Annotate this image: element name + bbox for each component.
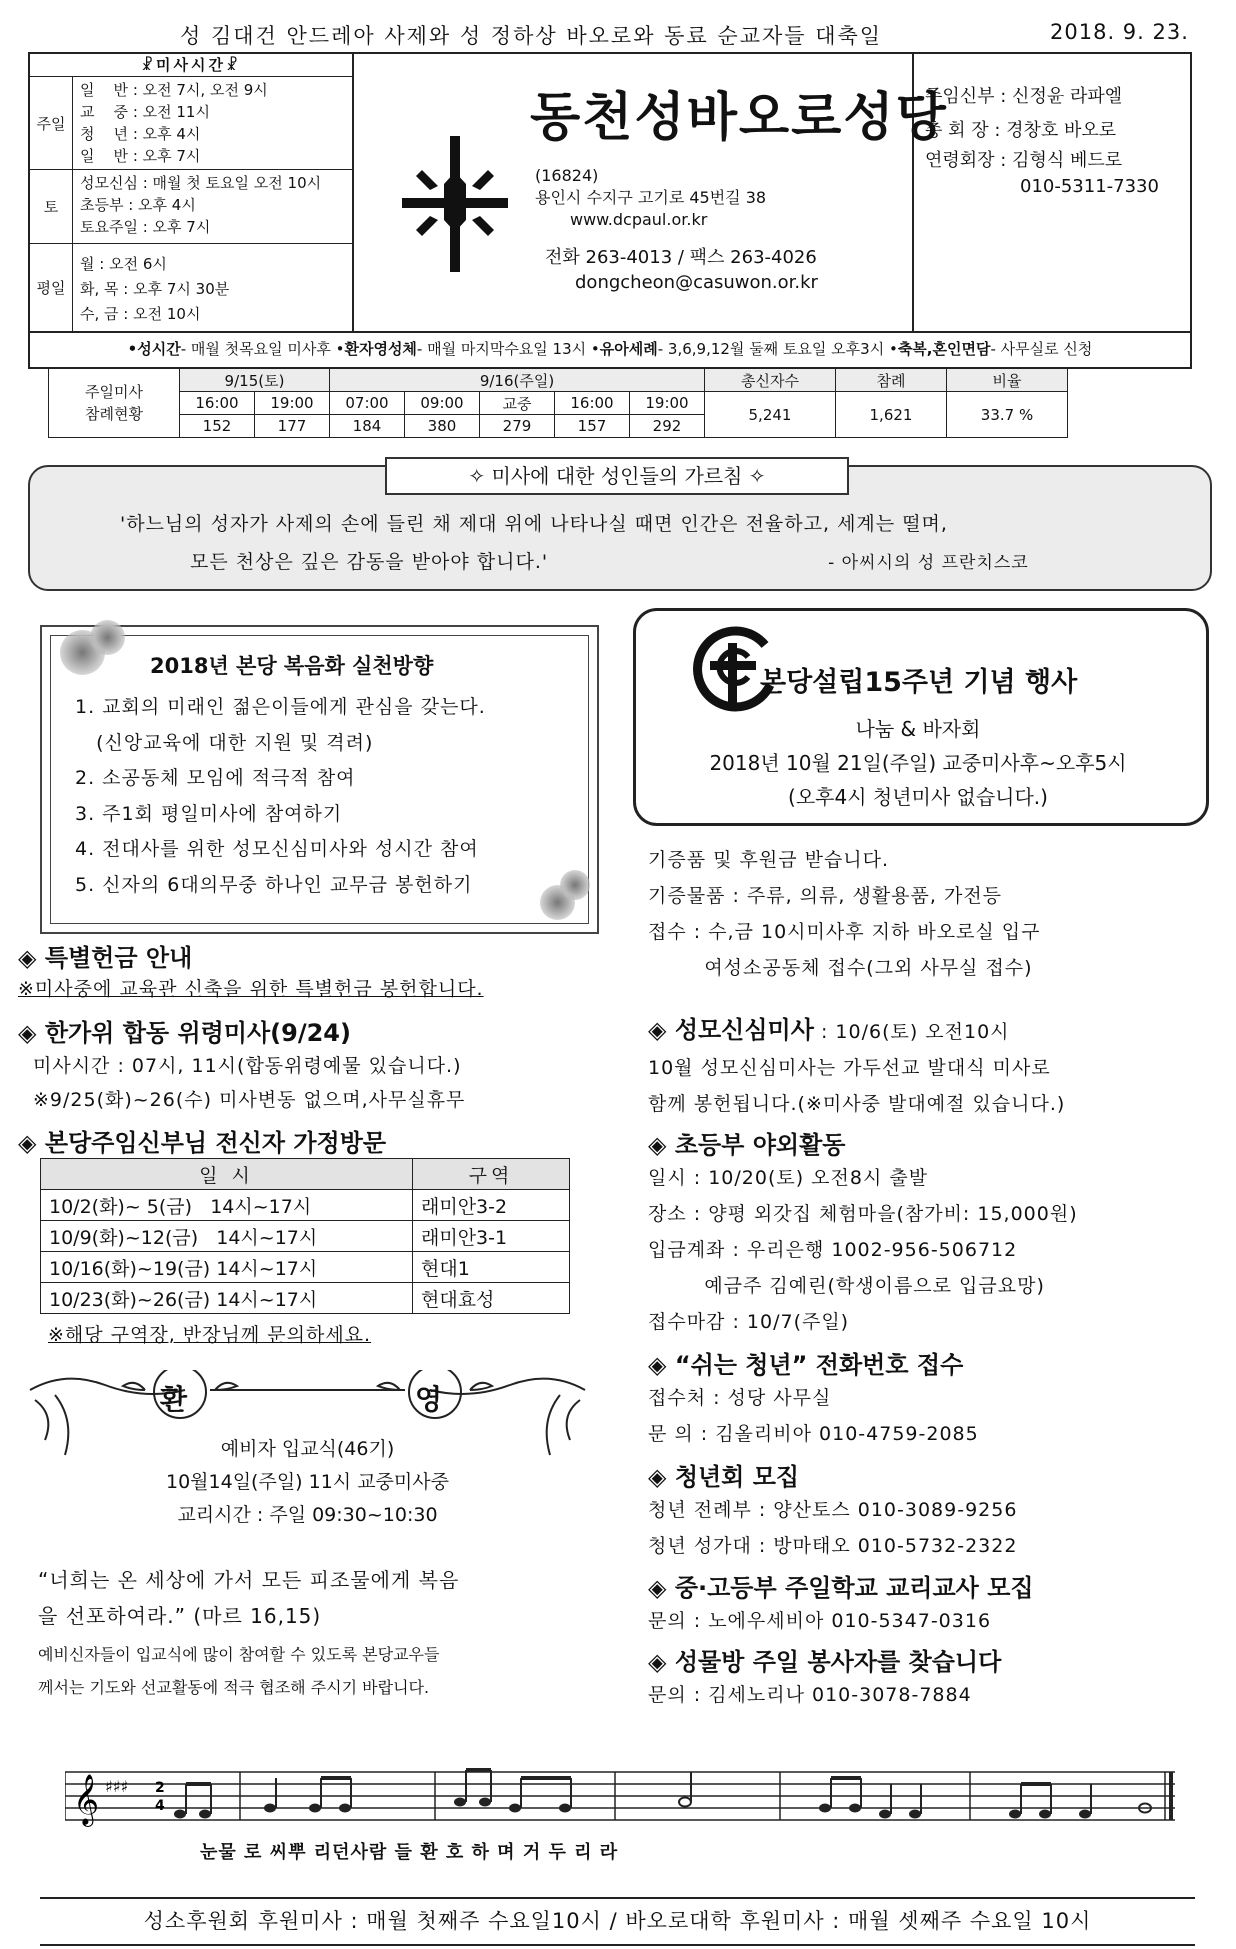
welcome-char-2: 영 — [415, 1383, 443, 1416]
special-offering-text: ※미사중에 교육관 신축을 위한 특별헌금 봉헌합니다. — [18, 978, 484, 1000]
footer-text: 성소후원회 후원미사 : 매월 첫째주 수요일10시 / 바오로대학 후원미사 : 매월 셋째주 수요일 10시 — [40, 1897, 1195, 1946]
marian-line-2: 함께 봉헌됩니다.(※미사중 발대예절 있습니다.) — [648, 1093, 1066, 1115]
table-row — [41, 1252, 570, 1283]
chuseok-title: ◈ 한가위 합동 위령미사(9/24) — [18, 1019, 351, 1047]
mass-times-title: ☧미사시간☧ — [30, 54, 352, 77]
catechumen-title: 예비자 입교식(46기) — [220, 1438, 395, 1460]
teaching-title: ✧ 미사에 대한 성인들의 가르침 ✧ — [385, 457, 849, 495]
day2-header: 9/16(주일) — [330, 369, 705, 392]
row-evlist-2: 2. 소공동체 모임에 적극적 참여 — [75, 767, 356, 789]
row-sunrows-0: 일 반 : 오전 7시, 오전 9시 — [80, 81, 268, 99]
weekday-label: 평일 — [30, 244, 73, 331]
association-president: 연령회장 : 김형식 베드로 — [925, 150, 1123, 171]
info-holy-hour: •성시간 — [127, 339, 181, 358]
teen-teacher-recruit — [648, 1568, 1034, 1639]
shop-title: ◈ 성물방 주일 봉사자를 찾습니다 — [648, 1648, 1002, 1676]
row-evlist-4: 4. 전대사를 위한 성모신심미사와 성시간 참여 — [75, 838, 479, 860]
row-kidslist-2: 입금계좌 : 우리은행 1002-956-506712 — [648, 1239, 1018, 1261]
attendance-count: 380 — [405, 415, 480, 438]
info-infant-baptism-text: - 3,6,9,12월 둘째 토요일 오후3시 • — [657, 339, 898, 358]
row-satrows-0: 성모신심 : 매월 첫 토요일 오전 10시 — [80, 174, 322, 192]
visit-area: 현대1 — [413, 1252, 570, 1283]
church-contact — [545, 245, 818, 295]
chuseok-mass — [18, 1013, 465, 1116]
church-name: 동천성바오로성당 — [530, 88, 948, 148]
music-staff — [65, 1762, 1175, 1832]
row-sunrows-2: 청 년 : 오후 4시 — [80, 125, 201, 143]
row-satrows-2: 토요주일 : 오후 7시 — [80, 218, 211, 236]
total-value: 5,241 — [705, 392, 836, 438]
teaching-author: - 아씨시의 성 프란치스코 — [828, 553, 1029, 573]
gospel-quote-line-2: 을 선포하여라.” (마르 16,15) — [38, 1604, 322, 1628]
attend-value: 1,621 — [836, 392, 947, 438]
rest-line-2: 문 의 : 김올리비아 010-4759-2085 — [648, 1423, 979, 1445]
catechumen-info — [155, 1433, 460, 1532]
attendance-row-label — [49, 369, 180, 438]
svg-text:𝄞: 𝄞 — [73, 1774, 100, 1825]
association-phone: 010-5311-7330 — [1020, 176, 1159, 197]
youth-line-1: 청년 전례부 : 양산토스 010-3089-9256 — [648, 1499, 1018, 1521]
info-infant-baptism: 유아세례 — [599, 339, 658, 358]
row-donalist-3: 여성소공동체 접수(그외 사무실 접수) — [648, 957, 1033, 979]
attendance-count: 152 — [180, 415, 255, 438]
anniversary-details — [633, 712, 1203, 814]
table-row — [41, 1283, 570, 1314]
visit-area: 현대효성 — [413, 1283, 570, 1314]
teen-title: ◈ 중·고등부 주일학교 교리교사 모집 — [648, 1574, 1034, 1602]
attendance-count: 184 — [330, 415, 405, 438]
row-donalist-1: 기증물품 : 주류, 의류, 생활용품, 가전등 — [648, 885, 1003, 907]
postcode: (16824) — [535, 166, 599, 185]
evangelization-title: 2018년 본당 복음화 실천방향 — [150, 654, 434, 678]
chuseok-line-2: ※9/25(화)~26(수) 미사변동 없으며,사무실휴무 — [33, 1089, 466, 1111]
attendance-time: 19:00 — [255, 392, 330, 415]
address: 용인시 수지구 고기로 45번길 38 — [535, 188, 767, 207]
visit-header-date: 일 시 — [41, 1159, 413, 1190]
row-kidslist-3: 예금주 김예린(학생이름으로 입금요망) — [648, 1275, 1045, 1297]
info-blessing-text: - 사무실로 신청 — [990, 339, 1093, 358]
pastor: 주임신부 : 신정윤 라파엘 — [925, 86, 1123, 107]
anniversary-title: 본당설립15주년 기념 행사 — [760, 667, 1078, 698]
row-kidslist-0: 일시 : 10/20(토) 오전8시 출발 — [648, 1167, 929, 1189]
info-holy-hour-text: - 매월 첫목요일 미사후 • — [180, 339, 345, 358]
appeal-line-1: 예비신자들이 입교식에 많이 참여할 수 있도록 본당교우들 — [38, 1645, 440, 1664]
attendance-count: 279 — [480, 415, 555, 438]
svg-text:♯♯♯: ♯♯♯ — [105, 1777, 129, 1796]
row-wkrows-1: 화, 목 : 오후 7시 30분 — [80, 280, 230, 298]
row-donalist-2: 접수 : 수,금 10시미사후 지하 바오로실 입구 — [648, 921, 1041, 943]
evangelization-list — [75, 690, 486, 903]
row-kidslist-1: 장소 : 양평 외갓집 체험마을(참가비: 15,000원) — [648, 1203, 1078, 1225]
anniversary-note: (오후4시 청년미사 없습니다.) — [788, 785, 1048, 809]
gift-shop-volunteer — [648, 1642, 1001, 1713]
teaching-line-2: 모든 천상은 깊은 감동을 받아야 합니다.' — [190, 551, 549, 573]
visit-date: 10/16(화)~19(금) 14시~17시 — [41, 1252, 413, 1283]
saturday-label: 토 — [30, 170, 73, 243]
email-link[interactable]: dongcheon@casuwon.or.kr — [575, 272, 818, 293]
saturday-section — [30, 170, 352, 244]
youth-title: ◈ 청년회 모집 — [648, 1463, 800, 1491]
row-wkrows-2: 수, 금 : 오전 10시 — [80, 305, 201, 323]
row-satrows-1: 초등부 : 오후 4시 — [80, 196, 196, 214]
table-row — [41, 1190, 570, 1221]
visit-area: 래미안3-2 — [413, 1190, 570, 1221]
sunday-section — [30, 77, 352, 170]
gospel-quote-line-1: “너희는 온 세상에 가서 모든 피조물에게 복음 — [38, 1568, 460, 1592]
attendance-count: 157 — [555, 415, 630, 438]
marian-line-1: 10월 성모신심미사는 가두선교 발대식 미사로 — [648, 1057, 1051, 1079]
visit-date: 10/23(화)~26(금) 14시~17시 — [41, 1283, 413, 1314]
website-link[interactable]: www.dcpaul.or.kr — [570, 210, 708, 229]
weekday-section — [30, 244, 352, 331]
staff-list — [925, 80, 1159, 200]
home-visit-table — [40, 1158, 570, 1314]
kids-outing — [648, 1125, 1078, 1340]
chuseok-line-1: 미사시간 : 07시, 11시(합동위령예물 있습니다.) — [33, 1055, 462, 1077]
svg-text:2: 2 — [155, 1780, 165, 1796]
info-bar — [28, 329, 1192, 369]
gospel-quote — [38, 1562, 459, 1634]
attendance-time: 16:00 — [180, 392, 255, 415]
attendance-table — [48, 368, 1068, 438]
teen-line-1: 문의 : 노에우세비아 010-5347-0316 — [648, 1610, 992, 1632]
rest-line-1: 접수처 : 성당 사무실 — [648, 1387, 832, 1409]
song-lyrics: 눈물 로 씨뿌 리던사람 들 환 호 하 며 거 두 리 라 — [200, 1842, 619, 1863]
shop-line-1: 문의 : 김세노리나 010-3078-7884 — [648, 1684, 972, 1706]
marian-when: : 10/6(토) 오전10시 — [813, 1021, 1010, 1043]
anniversary-subtitle: 나눔 & 바자회 — [855, 717, 981, 741]
sunday-label: 주일 — [30, 77, 73, 169]
church-logo-icon — [400, 134, 510, 274]
welcome-char-1: 환 — [160, 1383, 188, 1416]
marian-mass — [648, 1010, 1065, 1122]
kids-title: ◈ 초등부 야외활동 — [648, 1131, 846, 1159]
special-offering-title: ◈ 특별헌금 안내 — [18, 944, 193, 972]
appeal-line-2: 께서는 기도와 선교활동에 적극 협조해 주시기 바랍니다. — [38, 1678, 430, 1697]
row-evlist-3: 3. 주1회 평일미사에 참여하기 — [75, 802, 343, 825]
svg-text:4: 4 — [155, 1798, 165, 1814]
attendance-label-1: 주일미사 — [85, 383, 143, 401]
attendance-time: 16:00 — [555, 392, 630, 415]
youth-line-2: 청년 성가대 : 방마태오 010-5732-2322 — [648, 1535, 1018, 1557]
attendance-time: 19:00 — [630, 392, 705, 415]
visit-date: 10/2(화)~ 5(금) 14시~17시 — [41, 1190, 413, 1221]
issue-date: 2018. 9. 23. — [1050, 20, 1189, 44]
resting-youth — [648, 1345, 979, 1452]
attendance-count: 292 — [630, 415, 705, 438]
rest-title: ◈ “쉬는 청년” 전화번호 접수 — [648, 1351, 964, 1379]
youth-recruit — [648, 1457, 1017, 1564]
total-header: 총신자수 — [705, 369, 836, 392]
visit-area: 래미안3-1 — [413, 1221, 570, 1252]
attendance-count: 177 — [255, 415, 330, 438]
row-donalist-0: 기증품 및 후원금 받습니다. — [648, 849, 890, 871]
anniversary-when: 2018년 10월 21일(주일) 교중미사후~오후5시 — [709, 751, 1127, 775]
council-president: 총 회 장 : 경창호 바오로 — [925, 120, 1117, 141]
row-kidslist-4: 접수마감 : 10/7(주일) — [648, 1311, 850, 1333]
row-wkrows-0: 월 : 오전 6시 — [80, 255, 167, 273]
catechumen-date: 10월14일(주일) 11시 교중미사중 — [166, 1471, 449, 1493]
feast-title: 성 김대건 안드레아 사제와 성 정하상 바오로와 동료 순교자들 대축일 — [180, 24, 883, 48]
day1-header: 9/15(토) — [180, 369, 330, 392]
church-address — [535, 165, 766, 231]
home-visit-title: ◈ 본당주임신부님 전신자 가정방문 — [18, 1129, 387, 1157]
attendance-time: 교중 — [480, 392, 555, 415]
table-row — [41, 1221, 570, 1252]
special-offering — [18, 938, 484, 1005]
attendance-time: 07:00 — [330, 392, 405, 415]
teaching-quote — [120, 505, 1029, 582]
row-evlist-0: 1. 교회의 미래인 젊은이들에게 관심을 갖는다. — [75, 696, 486, 718]
marian-title: ◈ 성모신심미사 — [648, 1016, 814, 1044]
catechumen-class-time: 교리시간 : 주일 09:30~10:30 — [177, 1504, 438, 1526]
teaching-line-1: '하느님의 성자가 사제의 손에 들린 채 제대 위에 나타나실 때면 인간은 전율하고, 세계는 떨며, — [120, 513, 948, 535]
visit-note: ※해당 구역장, 반장님께 문의하세요. — [48, 1324, 372, 1346]
ratio-header: 비율 — [947, 369, 1068, 392]
donation-info — [648, 842, 1041, 986]
info-blessing: 축복,혼인면담 — [897, 339, 991, 358]
visit-date: 10/9(화)~12(금) 14시~17시 — [41, 1221, 413, 1252]
row-evlist-5: 5. 신자의 6대의무중 하나인 교무금 봉헌하기 — [75, 873, 473, 896]
catechumen-appeal — [38, 1638, 439, 1704]
row-evlist-1: (신앙교육에 대한 지원 및 격려) — [75, 731, 374, 754]
row-sunrows-1: 교 중 : 오전 11시 — [80, 103, 210, 121]
mass-times — [30, 54, 352, 331]
phone-fax: 전화 263-4013 / 팩스 263-4026 — [545, 247, 817, 268]
info-sick-communion-text: - 매월 마지막수요일 13시 • — [416, 339, 600, 358]
visit-header-area: 구역 — [413, 1159, 570, 1190]
ratio-value: 33.7 % — [947, 392, 1068, 438]
attend-header: 참례 — [836, 369, 947, 392]
attendance-time: 09:00 — [405, 392, 480, 415]
info-sick-communion: 환자영성체 — [344, 339, 417, 358]
row-sunrows-3: 일 반 : 오후 7시 — [80, 147, 201, 165]
attendance-label-2: 참례현황 — [85, 405, 143, 423]
